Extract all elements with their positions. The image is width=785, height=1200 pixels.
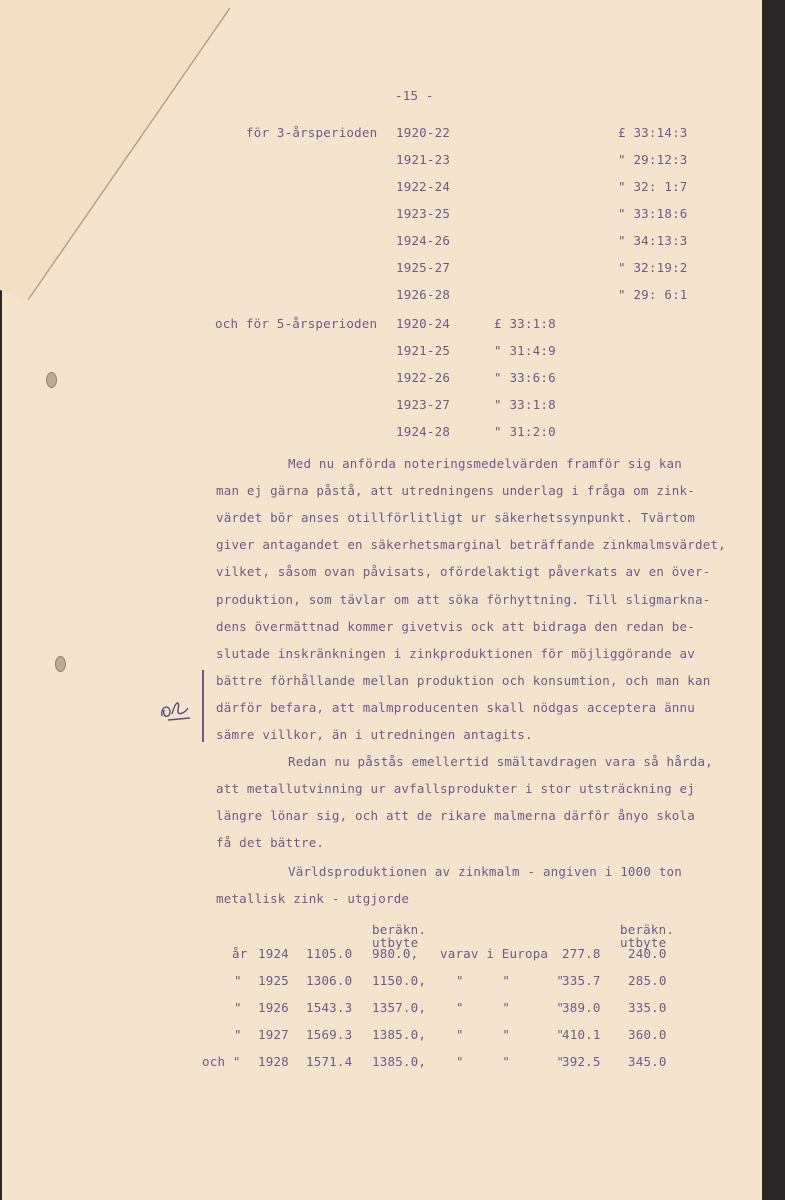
value-three: £ 33:14:3	[618, 125, 688, 140]
period-five: 1923-27	[396, 397, 451, 412]
table-prefix: "	[234, 1027, 242, 1042]
table-total: 1105.0	[306, 946, 353, 961]
paragraph-line: dens övermättnad kommer givetvis ock att bidraga den redan be-	[216, 618, 695, 634]
table-mid: " " "	[456, 973, 565, 988]
five-year-label: och för 5-årsperioden	[215, 316, 378, 331]
table-europe-yield: 285.0	[628, 973, 667, 988]
table-prefix: "	[234, 1000, 242, 1015]
table-prefix: "	[234, 973, 242, 988]
table-yield: 1357.0,	[372, 1000, 427, 1015]
paragraph-line: giver antagandet en säkerhetsmarginal beträffande zinkmalmsvärdet,	[216, 537, 726, 553]
table-europe-yield: 345.0	[628, 1054, 667, 1069]
paragraph-line: därför befara, att malmproducenten skall nödgas acceptera ännu	[216, 699, 695, 715]
table-header-yield: beräkn. utbyte	[372, 922, 427, 950]
period-five: 1920-24	[396, 316, 451, 331]
table-year: 1925	[258, 973, 289, 988]
paragraph-line: metallisk zink - utgjorde	[216, 891, 410, 906]
table-europe: 277.8	[562, 946, 601, 961]
value-three: " 33:18:6	[618, 206, 688, 221]
table-header-europe-yield: beräkn. utbyte	[620, 922, 675, 950]
paragraph-line: Redan nu påstås emellertid smältavdragen vara så hårda,	[288, 754, 713, 769]
table-total: 1571.4	[306, 1054, 353, 1069]
table-europe-yield: 240.0	[628, 946, 667, 961]
value-three: " 29: 6:1	[618, 287, 688, 302]
table-mid: varav i Europa	[440, 946, 549, 961]
punch-hole-top	[46, 372, 57, 388]
paragraph-line: man ej gärna påstå, att utredningens underlag i fråga om zink-	[216, 483, 695, 499]
period-three: 1921-23	[396, 152, 451, 167]
table-year: 1926	[258, 1000, 289, 1015]
table-total: 1569.3	[306, 1027, 353, 1042]
paragraph-line: Världsproduktionen av zinkmalm - angiven i 1000 ton	[288, 864, 683, 879]
value-five: " 33:1:8	[494, 397, 556, 412]
paragraph-line: att metallutvinning ur avfallsprodukter i stor utsträckning ej	[216, 781, 695, 796]
paragraph-line: slutade inskränkningen i zinkproduktionen för möjliggörande av	[216, 645, 695, 661]
paragraph-line: värdet bör anses otillförlitligt ur säkerhetssynpunkt. Tvärtom	[216, 510, 695, 526]
table-europe: 335.7	[562, 973, 601, 988]
paragraph-line: vilket, såsom ovan påvisats, ofördelaktigt påverkats av en över-	[216, 564, 711, 580]
paragraph-line: bättre förhållande mellan produktion och konsumtion, och man kan	[216, 672, 711, 688]
value-five: " 31:2:0	[494, 424, 556, 439]
period-three: 1926-28	[396, 287, 451, 302]
table-yield: 1150.0,	[372, 973, 427, 988]
period-three: 1920-22	[396, 125, 451, 140]
table-europe-yield: 360.0	[628, 1027, 667, 1042]
value-three: " 32: 1:7	[618, 179, 688, 194]
table-prefix: och "	[202, 1054, 241, 1069]
page-number: -15 -	[395, 88, 434, 103]
period-five: 1921-25	[396, 343, 451, 358]
punch-hole-bottom	[55, 656, 66, 672]
table-year: 1924	[258, 946, 289, 961]
table-europe: 410.1	[562, 1027, 601, 1042]
table-total: 1306.0	[306, 973, 353, 988]
period-three: 1923-25	[396, 206, 451, 221]
table-year: 1928	[258, 1054, 289, 1069]
period-five: 1922-26	[396, 370, 451, 385]
table-mid: " " "	[456, 1027, 565, 1042]
period-three: 1925-27	[396, 260, 451, 275]
table-mid: " " "	[456, 1000, 565, 1015]
table-yield: 980.0,	[372, 946, 419, 961]
table-europe: 392.5	[562, 1054, 601, 1069]
table-yield: 1385.0,	[372, 1027, 427, 1042]
period-three: 1922-24	[396, 179, 451, 194]
margin-initials-mark	[158, 696, 194, 724]
margin-bracket	[202, 670, 204, 742]
paragraph-line: få det bättre.	[216, 835, 325, 850]
table-europe: 389.0	[562, 1000, 601, 1015]
value-five: " 31:4:9	[494, 343, 556, 358]
three-year-label: för 3-årsperioden	[246, 125, 378, 140]
period-three: 1924-26	[396, 233, 451, 248]
table-year: 1927	[258, 1027, 289, 1042]
value-five: " 33:6:6	[494, 370, 556, 385]
value-five: £ 33:1:8	[494, 316, 556, 331]
table-yield: 1385.0,	[372, 1054, 427, 1069]
table-total: 1543.3	[306, 1000, 353, 1015]
paragraph-line: längre lönar sig, och att de rikare malmerna därför ånyo skola	[216, 808, 695, 823]
table-mid: " " "	[456, 1054, 565, 1069]
paragraph-line: sämre villkor, än i utredningen antagits.	[216, 727, 533, 742]
table-europe-yield: 335.0	[628, 1000, 667, 1015]
value-three: " 32:19:2	[618, 260, 688, 275]
period-five: 1924-28	[396, 424, 451, 439]
paragraph-line: Med nu anförda noteringsmedelvärden framför sig kan	[288, 456, 683, 471]
table-prefix: år	[232, 946, 248, 961]
paragraph-line: produktion, som tävlar om att söka förhyttning. Till sligmarkna-	[216, 591, 711, 607]
value-three: " 29:12:3	[618, 152, 688, 167]
value-three: " 34:13:3	[618, 233, 688, 248]
